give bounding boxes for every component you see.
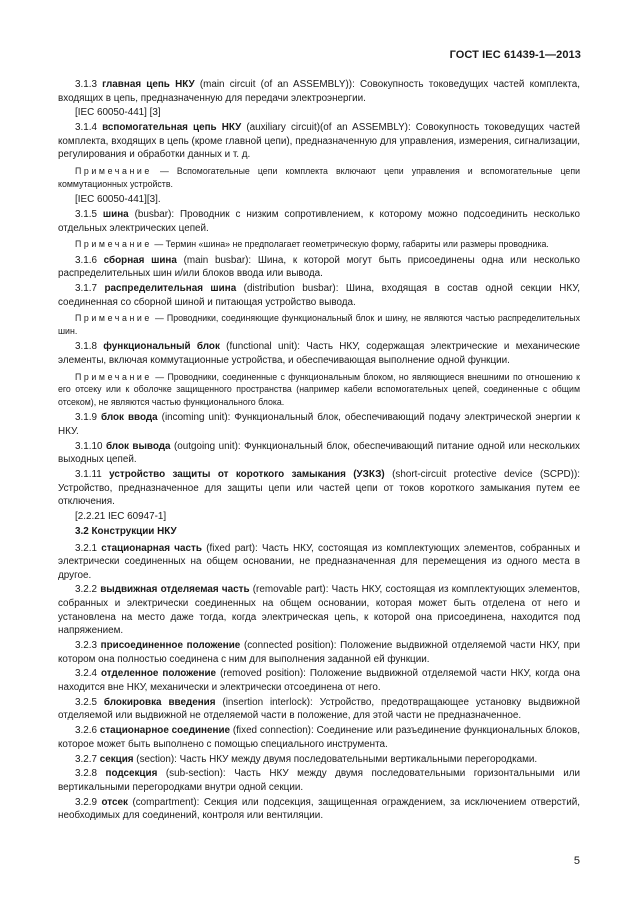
term-name: отсек bbox=[101, 796, 128, 808]
term-definition bbox=[58, 468, 580, 509]
term-number: 3.1.8 bbox=[75, 341, 97, 353]
term-name: блок ввода bbox=[100, 412, 158, 424]
note-label: Примечание bbox=[75, 239, 152, 250]
term-definition bbox=[58, 542, 580, 583]
term-number: 3.1.11 bbox=[75, 469, 102, 481]
term-definition bbox=[58, 667, 580, 694]
term-name: устройство защиты от короткого замыкания (УЗКЗ) bbox=[109, 469, 385, 481]
term-text: (removable part): Часть НКУ, состоящая из комплектующих элементов, собранных и электрически соединенных на общем основании, которая может быть отделена от него и установлена на место даже тогда, когда электрическая цепь, к которой она присоединена, находится под напряжением. bbox=[58, 584, 580, 637]
note bbox=[58, 165, 580, 190]
term-definition bbox=[58, 411, 580, 438]
term-name: главная цепь НКУ bbox=[102, 79, 195, 90]
term-number: 3.1.5 bbox=[75, 208, 97, 220]
section-heading: 3.2 Конструкции НКУ bbox=[75, 525, 177, 537]
term-definition bbox=[58, 440, 580, 467]
term-name: выдвижная отделяемая часть bbox=[100, 584, 250, 596]
term-number: 3.2.7 bbox=[75, 753, 97, 765]
term-number: 3.2.1 bbox=[75, 542, 97, 554]
term-definition bbox=[58, 254, 580, 281]
reference: [IEC 60050-441][3]. bbox=[75, 194, 161, 206]
term-definition bbox=[58, 696, 580, 723]
term-number: 3.1.6 bbox=[75, 254, 97, 266]
term-number: 3.1.10 bbox=[75, 440, 103, 452]
term-text: (distribution busbar): Шина, входящая в состав одной секции НКУ, соединенная со сборной шиной и питающая устройство вывода. bbox=[58, 283, 580, 308]
term-name: блок вывода bbox=[105, 440, 171, 452]
term-text: (outgoing unit): Функциональный блок, обеспечивающий питание одной или нескольких выходных цепей. bbox=[58, 440, 580, 466]
term-name: распределительная шина bbox=[104, 283, 237, 295]
note-label: Примечание bbox=[75, 371, 152, 382]
note-text: — Вспомогательные цепи комплекта включают цепи управления и вспомогательные цепи коммутационных устройств. bbox=[58, 165, 580, 189]
note-text: — Проводники, соединяющие функциональный блок и шину, не являются частью распределительных шин. bbox=[58, 313, 580, 336]
term-definition bbox=[58, 753, 580, 767]
term-text: (removed position): Положение выдвижной отделяемой части НКУ, когда она находится вне НКУ, механически и электрически отсоединена от него. bbox=[58, 668, 580, 693]
term-name: стационарная часть bbox=[101, 542, 202, 554]
note bbox=[58, 238, 580, 251]
term-text: (functional unit): Часть НКУ, содержащая электрические и механические элементы, включая коммутационные устройства, и обеспечивающая выполнение одной функции. bbox=[58, 341, 580, 367]
note-label: Примечание bbox=[75, 165, 152, 176]
document-body bbox=[58, 78, 580, 824]
note bbox=[58, 312, 580, 337]
term-text: (busbar): Проводник с низким сопротивлением, к которому можно подсоединить несколько отдельных электрических цепей. bbox=[58, 208, 580, 234]
term-text: (auxiliary circuit)(of an ASSEMBLY): Совокупность токоведущих частей комплекта, входящих в цепь (кроме главной цепи), предназначенную для управления, измерения, сигнализации, регулирования и обработки данных и т. д. bbox=[58, 122, 580, 161]
document-header: ГОСТ IEC 61439-1—2013 bbox=[449, 49, 581, 61]
term-text: (compartment): Секция или подсекция, защищенная ограждением, за исключением отверстий, необходимых для соединений, контроля или вентиляции. bbox=[58, 796, 580, 822]
term-text: (connected position): Положение выдвижной отделяемой части НКУ, при котором она полностью соединена с ним для выполнения заданной ей функции. bbox=[58, 640, 580, 665]
term-number: 3.1.3 bbox=[75, 79, 97, 90]
term-text: (incoming unit): Функциональный блок, обеспечивающий подачу электрической энергии к НКУ. bbox=[58, 412, 580, 437]
term-text: (main busbar): Шина, к которой могут быть присоединены одна или несколько распределительных шин и/или блоков ввода или вывода. bbox=[58, 254, 580, 280]
term-name: присоединенное положение bbox=[100, 640, 241, 652]
term-number: 3.1.7 bbox=[75, 283, 97, 295]
term-number: 3.2.5 bbox=[75, 696, 97, 708]
term-definition bbox=[58, 724, 580, 751]
term-name: сборная шина bbox=[103, 254, 177, 266]
term-text: (main circuit (of an ASSEMBLY)): Совокупность токоведущих частей комплекта, входящих в цепь, предназначенную для передачи электроэнергии. bbox=[58, 79, 580, 104]
term-name: шина bbox=[102, 208, 129, 220]
term-definition bbox=[58, 282, 580, 309]
term-number: 3.2.3 bbox=[75, 640, 97, 652]
term-name: блокировка введения bbox=[103, 696, 216, 708]
term-name: секция bbox=[99, 753, 134, 765]
note-text: — Термин «шина» не предполагает геометрическую форму, габариты или размеры проводника. bbox=[151, 239, 549, 250]
note-text: — Проводники, соединенные с функциональным блоком, но являющиеся внешними по отношению к его отсеку или к оболочке защищенного пространства (например кабели вспомогательных цепей, соединенные с общим отсеком), не являются частью функционального блока. bbox=[58, 371, 580, 407]
term-number: 3.2.9 bbox=[75, 796, 97, 808]
reference: [IEC 60050-441] [3] bbox=[75, 107, 161, 119]
term-number: 3.1.9 bbox=[75, 412, 97, 424]
term-text: (short-circuit protective device (SCPD)): Устройство, предназначенное для защиты цепи или частей цепи от токов короткого замыкания путем ее отключения. bbox=[58, 469, 580, 508]
page-number: 5 bbox=[573, 855, 580, 867]
term-number: 3.2.6 bbox=[75, 725, 97, 737]
note bbox=[58, 371, 580, 409]
term-text: (sub-section): Часть НКУ между двумя последовательными горизонтальными или вертикальными перегородками внутри одной секции. bbox=[58, 768, 581, 793]
term-definition bbox=[58, 340, 580, 367]
term-number: 3.2.4 bbox=[75, 668, 97, 680]
note-label: Примечание bbox=[75, 313, 152, 324]
term-number: 3.1.4 bbox=[75, 122, 97, 134]
term-name: вспомогательная цепь НКУ bbox=[102, 122, 242, 134]
term-text: (insertion interlock): Устройство, предотвращающее установку выдвижной отделяемой или выдвижной не отделяемой части в положение, для этой части не предназначенное. bbox=[58, 696, 580, 722]
term-definition bbox=[58, 208, 580, 235]
term-definition bbox=[58, 121, 580, 162]
term-number: 3.2.8 bbox=[75, 768, 97, 780]
term-definition bbox=[58, 78, 580, 105]
term-definition bbox=[58, 767, 580, 794]
term-definition bbox=[58, 639, 580, 666]
term-definition bbox=[58, 583, 580, 637]
term-name: стационарное соединение bbox=[99, 725, 231, 737]
term-text: (section): Часть НКУ между двумя последовательными вертикальными перегородками. bbox=[133, 753, 538, 765]
term-name: функциональный блок bbox=[103, 341, 220, 353]
term-number: 3.2.2 bbox=[75, 584, 97, 596]
term-text: (fixed connection): Соединение или разъединение функциональных блоков, которое может быть выполнено с помощью специального инструмента. bbox=[58, 725, 580, 750]
reference: [2.2.21 IEC 60947-1] bbox=[75, 511, 167, 523]
term-name: подсекция bbox=[105, 768, 158, 780]
term-name: отделенное положение bbox=[101, 668, 217, 680]
term-text: (fixed part): Часть НКУ, состоящая из комплектующих элементов, собранных и электрически соединенных на общем основании, не предназначенная для перемещения из одного места в другое. bbox=[58, 542, 580, 581]
term-definition bbox=[58, 796, 580, 823]
